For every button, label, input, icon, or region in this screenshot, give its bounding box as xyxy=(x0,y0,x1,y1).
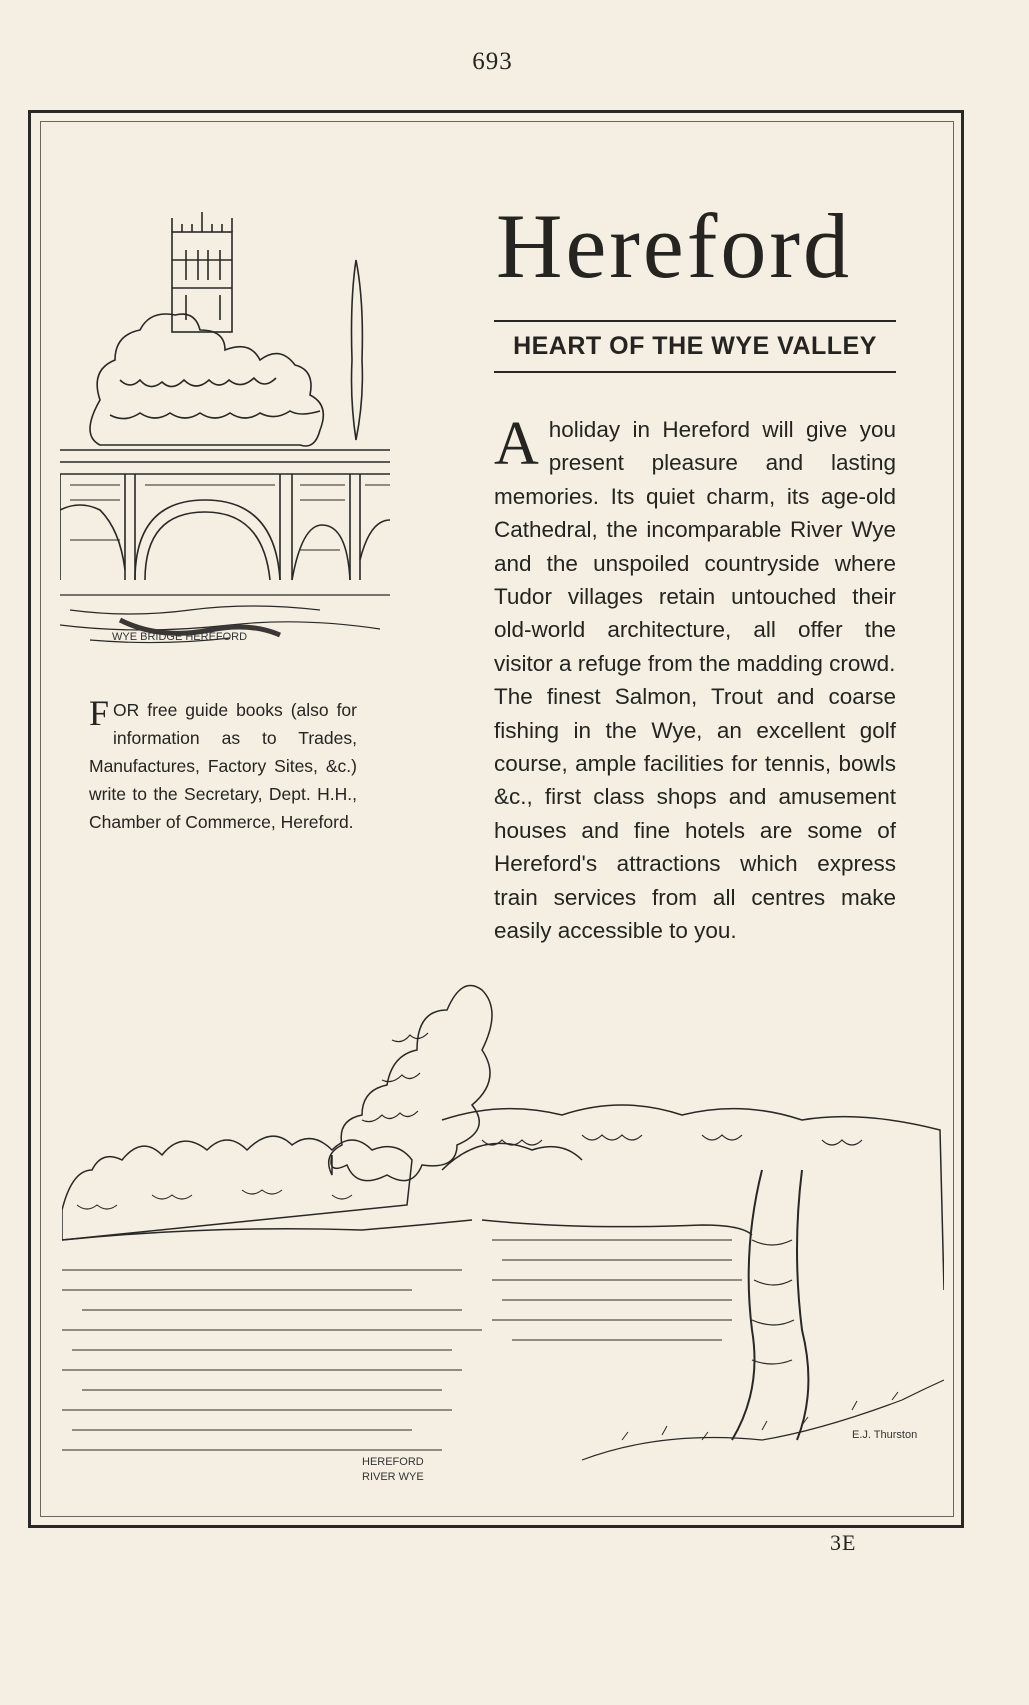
river-caption-line-1: HEREFORD xyxy=(362,1456,424,1468)
artist-signature: E.J. Thurston xyxy=(852,1429,918,1441)
page-number: 693 xyxy=(472,48,513,75)
sidebar-dropcap: F xyxy=(89,693,110,733)
ad-subtitle: HEART OF THE WYE VALLEY xyxy=(513,332,877,360)
page-footer-mark: 3E xyxy=(830,1530,857,1555)
cathedral-bridge-illustration xyxy=(60,200,390,655)
body-paragraph-2: The finest Salmon, Trout and coarse fishing in the Wye, an excellent golf course, ample facilities for tennis, bowls &c., first class shops and amusement houses and fine hotels are some of Hereford's attractions which express train services from all centres make easily accessible to you. xyxy=(494,684,896,944)
body-paragraph-1 xyxy=(494,410,896,680)
body-paragraph-1-text: holiday in Hereford will give you present pleasure and lasting memories. Its quiet charm, its age-old Cathedral, the incomparable River Wye and the unspoiled countryside where Tudor villages retain untouched their old-world architecture, all offer the visitor a refuge from the madding crowd. xyxy=(494,417,896,676)
river-wye-illustration xyxy=(62,940,944,1495)
title-rule-bottom xyxy=(494,371,896,373)
title-rule-top xyxy=(494,320,896,322)
body-dropcap: A xyxy=(494,410,539,478)
river-caption-line-2: RIVER WYE xyxy=(362,1471,424,1483)
sidebar-text: OR free guide books (also for information as to Trades, Manufactures, Factory Sites, &c.) write to the Secretary, Dept. H.H., Chamber of Commerce, Hereford. xyxy=(89,700,357,832)
ad-body xyxy=(494,410,896,948)
bridge-caption: WYE BRIDGE HEREFORD xyxy=(112,631,248,643)
guide-book-note xyxy=(89,693,357,836)
ad-title: Hereford xyxy=(496,195,853,297)
